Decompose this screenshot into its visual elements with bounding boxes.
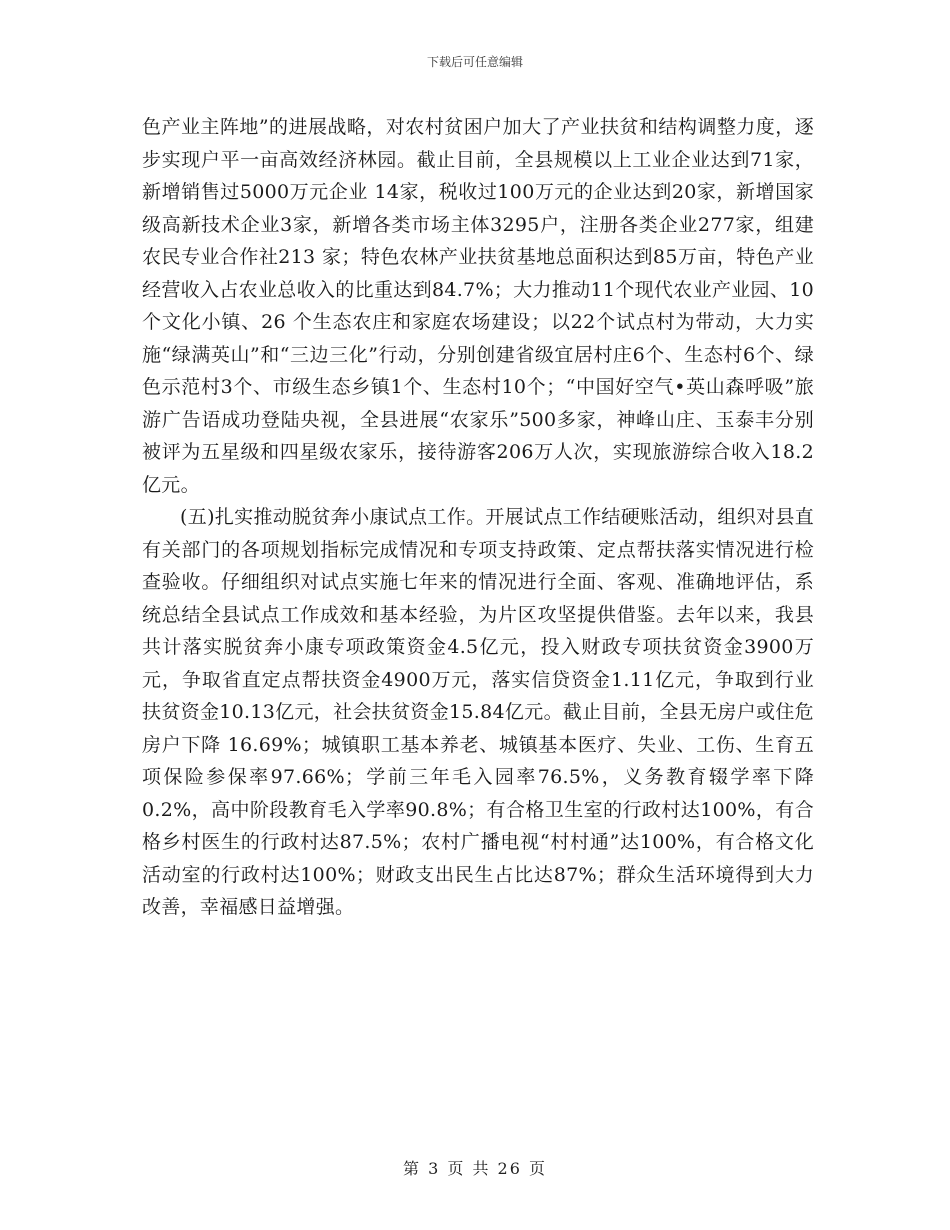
page-header: 下载后可任意编辑 [426, 55, 523, 69]
page-footer: 第 3 页 共 26 页 [403, 1159, 547, 1178]
document-body [142, 111, 814, 924]
paragraph-1: 色产业主阵地”的进展战略，对农村贫困户加大了产业扶贫和结构调整力度，逐步实现户平一亩高效经济林园。截止目前，全县规模以上工业企业达到71家，新增销售过5000万元企业 14家，税收过100万元的企业达到20家，新增国家级高新技术企业3家，新增各类市场主体3295户，注册各类企业277家，组建农民专业合作社213 家；特色农林产业扶贫基地总面积达到85万亩，特色产业经营收入占农业总收入的比重达到84.7%；大力推动11个现代农业产业园、10个文化小镇、26 个生态农庄和家庭农场建设；以22个试点村为带动，大力实施“绿满英山”和“三边三化”行动，分别创建省级宜居村庄6个、生态村6个、绿色示范村3个、市级生态乡镇1个、生态村10个；“中国好空气•英山森呼吸”旅游广告语成功登陆央视，全县进展“农家乐”500多家，神峰山庄、玉泰丰分别被评为五星级和四星级农家乐，接待游客206万人次，实现旅游综合收入18.2亿元。 [142, 116, 814, 496]
paragraph-2: (五)扎实推动脱贫奔小康试点工作。开展试点工作结硬账活动，组织对县直有关部门的各项规划指标完成情况和专项支持政策、定点帮扶落实情况进行检查验收。仔细组织对试点实施七年来的情况进行全面、客观、准确地评估，系统总结全县试点工作成效和基本经验，为片区攻坚提供借鉴。去年以来，我县共计落实脱贫奔小康专项政策资金4.5亿元，投入财政专项扶贫资金3900万元，争取省直定点帮扶资金4900万元，落实信贷资金1.11亿元，争取到行业扶贫资金10.13亿元，社会扶贫资金15.84亿元。截止目前，全县无房户或住危房户下降 16.69%；城镇职工基本养老、城镇基本医疗、失业、工伤、生育五项保险参保率97.66%；学前三年毛入园率76.5%，义务教育辍学率下降 0.2%，高中阶段教育毛入学率90.8%；有合格卫生室的行政村达100%，有合格乡村医生的行政村达87.5%；农村广播电视“村村通”达100%，有合格文化活动室的行政村达100%；财政支出民生占比达87%；群众生活环境得到大力改善，幸福感日益增强。 [142, 506, 814, 918]
